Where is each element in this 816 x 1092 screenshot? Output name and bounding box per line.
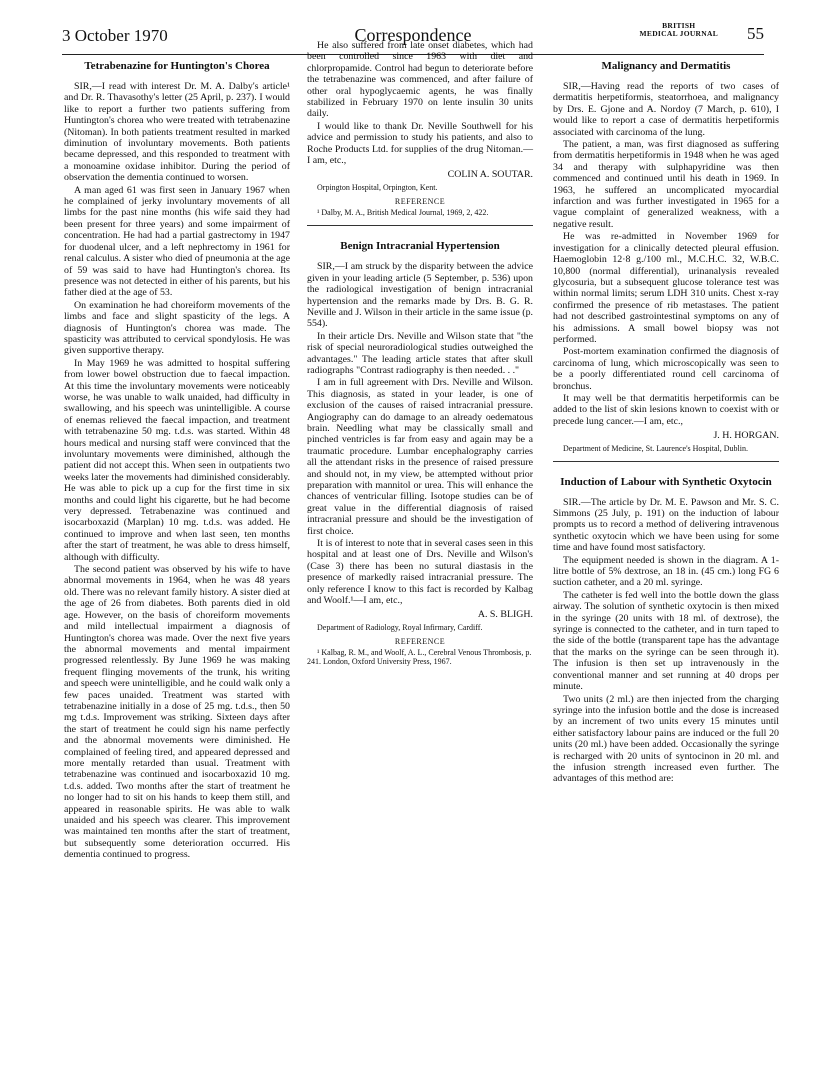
paragraph: It is of interest to note that in several cases seen in this hospital and at least one of Drs. Neville and Wilson's (Case 3) there has been no sutural diastasis in the presence of markedly raised intracranial pressure. The only reference I know to this fact is recorded by Kalbag and Woolf.¹—I am, etc.,: [307, 538, 533, 607]
signature: J. H. HORGAN.: [713, 430, 779, 442]
signature: A. S. BLIGH.: [477, 609, 533, 621]
paragraph: Post-mortem examination confirmed the diagnosis of carcinoma of lung, which microscopically was seen to be a poorly differentiated round cell carcinoma of bronchus.: [553, 346, 779, 392]
paragraph: Two units (2 ml.) are then injected from the charging syringe into the infusion bottle and the dose is increased by an increment of two units every 15 minutes until either satisfactory labour pains are induced or the full 20 units (20 ml.) have been added. Occasionally the syringe is recharged with 20 units of syntocinon in 20 ml. and the infusion strength increased even further. The advantages of this method are:: [553, 693, 779, 785]
column-2: [307, 40, 533, 667]
journal-line1: BRITISH: [662, 21, 696, 30]
paragraph: SIR,—Having read the reports of two cases of dermatitis herpetiformis, steatorrhoea, and malignancy by Drs. E. Gjone and A. Nordoy (7 March, p. 610), I would like to report a case of dermatitis herpetiformis associated with carcinoma of the lung.: [553, 81, 779, 138]
author-address: Department of Medicine, St. Laurence's Hospital, Dublin.: [563, 443, 748, 453]
reference-heading: REFERENCE: [394, 636, 446, 646]
paragraph: A man aged 61 was first seen in January 1967 when he complained of jerky involuntary movements of all limbs for the past nine months (his wife said they had been present for three years) and some impairment of concentration. He had had a partial gastrectomy in 1947 for duodenal ulcer, and a left nephrectomy in 1961 for renal calculus. A sister who died of pneumonia at the age of 59 was said to have had Huntington's chorea. Its presence was not detected in either of his parents, but his father died at the age of 53.: [64, 184, 290, 299]
section-title: Correspondence: [354, 25, 472, 45]
article-title: Benign Intracranial Hypertension: [340, 240, 500, 253]
divider: [307, 225, 533, 226]
column-1: [64, 60, 290, 862]
reference: ¹ Dalby, M. A., British Medical Journal, 1969, 2, 422.: [317, 208, 489, 218]
paragraph: SIR,—I read with interest Dr. M. A. Dalby's article¹ and Dr. R. Thavasothy's letter (25 April, p. 237). I would like to report a further two patients suffering from Huntington's chorea who were treated with tetrabenazine (Nitoman). In both patients treatment resulted in marked diminution of involuntary movements. Both patients became depressed, and this responded to treatment with a monoamine oxidase inhibitor. During the period of observation the dementia continued to worsen.: [64, 81, 290, 184]
author-address: Orpington Hospital, Orpington, Kent.: [317, 182, 438, 192]
paragraph: It may well be that dermatitis herpetiformis can be added to the list of skin lesions known to coexist with or precede lung cancer.—I am, etc.,: [553, 392, 779, 427]
page-number: 55: [747, 24, 764, 43]
reference: ¹ Kalbag, R. M., and Woolf, A. L., Cerebral Venous Thrombosis, p. 241. London, Oxford University Press, 1967.: [307, 648, 532, 667]
paragraph: I am in full agreement with Drs. Neville and Wilson. This diagnosis, as stated in your leader, is one of exclusion of the causes of raised intracranial pressure. Angiography can do damage to an already oedematous brain. Needling what may be classically small and pinched ventricles is far from easy and again may be a traumatic procedure. Lumbar encephalography carries all the attendant risks in the presence of raised pressure and should not, in my view, be attempted without prior preparation with mannitol or urea. This will enhance the chances of ventricular filling. Isotope studies can be of great value in the differential diagnosis of raised intracranial pressure and should be the investigation of first choice.: [307, 377, 533, 537]
paragraph: On examination he had choreiform movements of the limbs and face and slight spasticity of the legs. A diagnosis of Huntington's chorea was made. The spasticity was attributed to cervical spondylosis. He was given supportive therapy.: [64, 299, 290, 357]
signature: COLIN A. SOUTAR.: [447, 169, 533, 181]
paragraph: The patient, a man, was first diagnosed as suffering from dermatitis herpetiformis in 1948 when he was aged 34 and therapy with sulphapyridine was then commenced and continued until his death in 1969. In 1963, he suffered an uncomplicated myocardial infarction and was further investigated in 1965 for a vague complaint of generalized weakness, with a negative result.: [553, 139, 779, 230]
paragraph: The catheter is fed well into the bottle down the glass airway. The solution of synthetic oxytocin is then mixed in the syringe (20 units with 18 ml. of dextrose), the syringe is connected to the catheter, and in turn taped to the side of the bottle (transparent tape has the advantage that the marks on the syringe can be seen through it). The infusion is then set up intravenously in the conventional manner and set running at 40 drops per minute.: [553, 589, 779, 693]
author-address: Department of Radiology, Royal Infirmary, Cardiff.: [317, 622, 483, 632]
paragraph: He was re-admitted in November 1969 for investigation for a clinically detected pleural effusion. Haemoglobin 12·8 g./100 ml., M.C.H.C. 32, W.B.C. 10,800 (normal differential), urinanalysis revealed glycosuria, but a subsequent glucose tolerance test was within normal limits; serum LDH 310 units. Chest x-ray confirmed the presence of rib metastases. The patient had not described gastrointestinal symptoms on any of his admissions. A small bowel biopsy was not performed.: [553, 231, 779, 345]
journal-logo: [640, 22, 718, 38]
article-title: Malignancy and Dermatitis: [601, 60, 731, 72]
paragraph: In May 1969 he was admitted to hospital suffering from lower bowel obstruction due to faecal impaction. At this time the involuntary movements were noticeably worse, he was unable to walk unaided, had difficulty in swallowing, and his speech was unintelligible. A course of enemas relieved the faecal impaction, and treatment with tetrabenazine 50 mg. t.d.s. was started. Within 48 hours medical and nursing staff were convinced that the involuntary movements were diminished, although the patient did not accept this. When seen in outpatients two weeks later the movements had diminished considerably. He was able to pick up a cup for the first time in six months and could light his cigarette, but he had become very depressed. Tetrabenazine was continued and isocarboxazid (Marplan) 10 mg. t.d.s. was added. He continued to improve and when last seen, ten months after the start of treatment, he was able to dress himself, although with difficulty.: [64, 357, 290, 563]
paragraph: I would like to thank Dr. Neville Southwell for his advice and permission to study his patients, and also to Roche Products Ltd. for supplies of the drug Nitoman.—I am, etc.,: [307, 120, 533, 167]
paragraph: The second patient was observed by his wife to have abnormal movements in 1964, when he was 48 years old. There was no relevant family history. A sister died at the age of 26 from diabetes. Both parents died in old age. However, on the basis of choreiform movements and mild intellectual impairment a diagnosis of Huntington's chorea was made. Over the next five years the abnormal movements and mental impairment progressed relentlessly. By June 1969 he was making frequent flinging movements of the trunk, his writing and speech were unintelligible, and he could walk only a few paces unaided. Treatment was started with tetrabenazine initially in a dose of 25 mg. t.d.s., then 50 mg t.d.s. Improvement was striking. Sixteen days after the start of treatment he could sign his name perfectly and the abnormal movements were diminished. He complained of feeling tired, and appeared depressed and more mentally retarded than usual. Treatment with tetrabenazine was continued and isocarboxazid 10 mg. t.d.s. added. Two months after the start of treatment he no longer had to sit on his hands to keep them still, and appeared in reasonable spirits. He was able to walk unaided and his speech was clearer. This improvement was maintained ten months after the start of treatment, but subsequently some deterioration occurred. His dementia continued to progress.: [64, 564, 290, 861]
issue-date: 3 October 1970: [62, 26, 168, 45]
journal-line2: MEDICAL JOURNAL: [639, 29, 718, 38]
paragraph: In their article Drs. Neville and Wilson state that "the risk of special neuroradiological studies outweighed the advantages." The leading article states that after skull radiographs "Contrast radiography is then needed. . .": [307, 330, 533, 376]
paragraph: SIR,—I am struck by the disparity between the advice given in your leading article (5 September, p. 536) upon the radiological investigation of benign intracranial hypertension and the remarks made by Drs. B. G. R. Neville and J. Wilson in their article in the same issue (p. 554).: [307, 261, 533, 330]
paragraph: He also suffered from late onset diabetes, which had been controlled since 1963 with diet and chlorpropamide. Control had begun to deteriorate before the tetrabenazine was commenced, and after failure of other oral hypoglycaemic agents, he was finally stabilized in February 1970 on lente insulin 30 units daily.: [307, 40, 533, 120]
article-title: Induction of Labour with Synthetic Oxytocin: [560, 475, 772, 488]
paragraph: SIR.—The article by Dr. M. E. Pawson and Mr. S. C. Simmons (25 July, p. 191) on the induction of labour prompts us to record a method of delivering intravenous synthetic oxytocin which we have been using for some time and have found most satisfactory.: [553, 496, 779, 554]
divider: [553, 461, 779, 462]
reference-heading: REFERENCE: [394, 196, 446, 206]
article-title: Tetrabenazine for Huntington's Chorea: [84, 60, 270, 72]
paragraph: The equipment needed is shown in the diagram. A 1-litre bottle of 5% dextrose, an 18 in. (45 cm.) long FG 6 suction catheter, and a 20 ml. syringe.: [553, 554, 779, 589]
column-3: [553, 60, 779, 786]
